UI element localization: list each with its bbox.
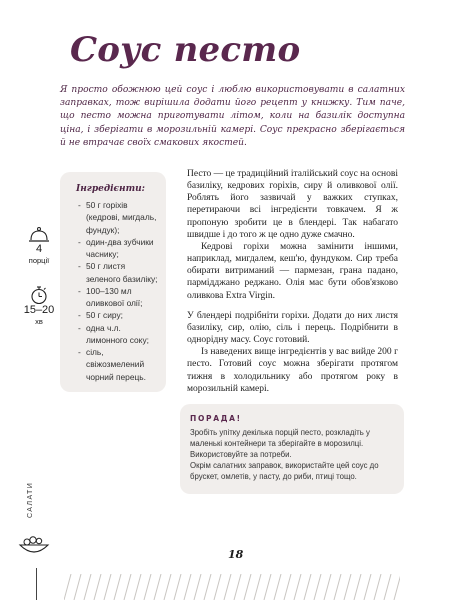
decorative-stripe (204, 574, 211, 600)
time-label: хв (35, 317, 43, 327)
servings-value: 4 (35, 243, 43, 255)
decorative-stripe (174, 574, 181, 600)
tip-box (180, 404, 404, 494)
ingredients-list (70, 199, 158, 383)
time-value: 15–20 (23, 304, 55, 317)
ingredients-box (60, 172, 166, 392)
body-paragraph: У блендері подрібніти горіхи. Додати до них листя базиліку, сир, олію, сіль і перець. Подрібнити в однорідну масу. Соус готовий. (187, 310, 398, 346)
ingredient-item: - 100–130 мл оливкової олії; (78, 285, 158, 310)
cloche-icon (28, 226, 50, 244)
ingredient-item: - 50 г сиру; (78, 309, 158, 321)
intro-text: Я просто обожнюю цей соус і люблю використовувати в салатних заправках, тож вирішила додати його рецепт у книжку. Тим паче, що песто можна приготувати літом, коли на базилік доступна ціна, і зберігати в морозильній камері. Соус прекрасно зберігається й не втрачає своїх смакових якостей. (60, 85, 405, 148)
decorative-stripe (214, 574, 221, 600)
decorative-stripe (134, 574, 141, 600)
decorative-stripe (244, 574, 251, 600)
ingredient-item: - одна ч.л. лимонного соку; (78, 322, 158, 347)
body-paragraph: Із наведених вище інгредієнтів у вас вийде 200 г песто. Готовий соус можна зберігати протягом тижня в холодильнику або протягом року в морозильній камері. (187, 347, 398, 394)
decorative-stripe (274, 574, 281, 600)
decorative-stripe (294, 574, 301, 600)
decorative-stripe (374, 574, 381, 600)
section-label: САЛАТИ (27, 481, 34, 519)
recipe-title: Соус песто (70, 30, 301, 70)
ingredient-item: - 50 г горіхів (кедрові, мигдаль, фундук); (78, 199, 158, 236)
tip-paragraph: Окрім салатних заправок, використайте цей соус до брускет, омлетів, у пасту, до риби, птиці тощо. (190, 461, 379, 482)
decorative-stripe (364, 574, 371, 600)
tip-paragraph: Зробіть упітку декілька порцій песто, розкладіть у маленькі контейнери та зберігайте в морозилці. Використовуйте за потреби. (190, 428, 370, 460)
decorative-stripe (284, 574, 291, 600)
decorative-stripes (64, 574, 400, 600)
tip-text (190, 427, 394, 482)
decorative-stripe (64, 574, 71, 600)
ingredient-item: - один-два зубчики часнику; (78, 236, 158, 261)
decorative-stripe (314, 574, 321, 600)
body-paragraph: Песто — це традиційний італійський соус на основі базиліку, кедрових горіхів, сиру й оливкової олії. Роблять його зазвичай у важких ступках, перетираючи всі інгредієнти товкачем. Я ж пропоную зробити це в блендері. Так набагато швидше і до того ж це одно дуже смачно. (187, 169, 398, 240)
decorative-stripe (144, 574, 151, 600)
decorative-stripe (154, 574, 161, 600)
decorative-stripe (114, 574, 121, 600)
decorative-stripe (74, 574, 81, 600)
servings-label: порції (28, 256, 50, 265)
decorative-stripe (384, 574, 391, 600)
decorative-stripe (104, 574, 111, 600)
recipe-body (187, 168, 398, 395)
decorative-stripe (94, 574, 101, 600)
section-divider-line (36, 568, 37, 600)
decorative-stripe (164, 574, 171, 600)
decorative-stripe (344, 574, 351, 600)
decorative-stripe (84, 574, 91, 600)
salad-bowl-icon (16, 525, 52, 561)
decorative-stripe (254, 574, 261, 600)
decorative-stripe (264, 574, 271, 600)
ingredients-heading: Інгредієнти: (76, 184, 145, 194)
decorative-stripe (334, 574, 341, 600)
tip-heading: ПОРАДА! (190, 414, 242, 423)
body-paragraph: Кедрові горіхи можна замінити іншими, наприклад, мигдалем, кеш'ю, фундуком. Сир треба обирати витриманий — пармезан, грана падано, пармідджано реджано. Олія мас бути обов'язково оливкова Extra Virgin. (187, 241, 398, 301)
decorative-stripe (194, 574, 201, 600)
decorative-stripe (324, 574, 331, 600)
decorative-stripe (124, 574, 131, 600)
recipe-info-sidebar (22, 226, 56, 327)
decorative-stripe (354, 574, 361, 600)
decorative-stripe (224, 574, 231, 600)
stopwatch-icon (29, 285, 49, 305)
decorative-stripe (184, 574, 191, 600)
page-number: 18 (228, 548, 244, 561)
ingredient-item: - сіль, свіжозмелений чорний перець. (78, 346, 158, 383)
decorative-stripe (394, 574, 400, 600)
decorative-stripe (234, 574, 241, 600)
decorative-stripe (304, 574, 311, 600)
ingredient-item: - 50 г листя зеленого базиліку; (78, 260, 158, 285)
